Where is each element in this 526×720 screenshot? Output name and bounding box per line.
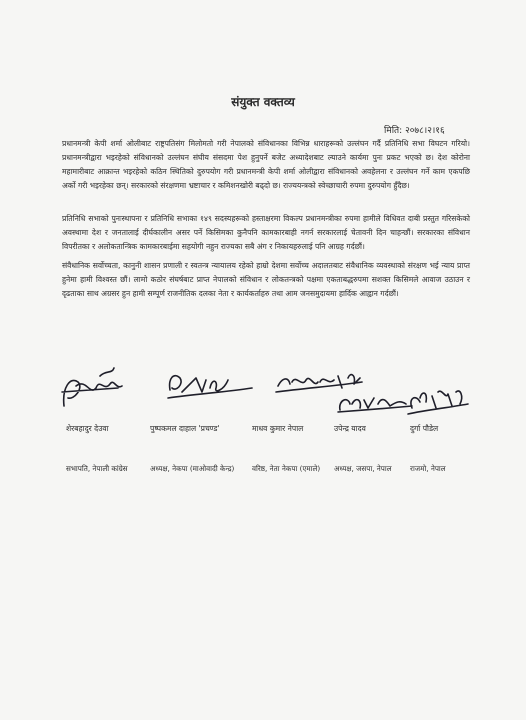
signatory-name-3: माधव कुमार नेपाल	[252, 424, 304, 433]
signature-deuba	[62, 368, 122, 406]
signatory-role-3: वरिष्ठ, नेता नेकपा (एमाले)	[252, 464, 321, 473]
signature-upendra-yadav	[338, 398, 412, 412]
signatory-role-1: सभापति, नेपाली कांग्रेस	[66, 464, 128, 473]
signatory-role-2: अध्यक्ष, नेकपा (माओवादी केन्द्र)	[150, 464, 235, 473]
handwritten-signatures	[56, 348, 476, 418]
paragraph-2: प्रतिनिधि सभाको पुनःस्थापना र प्रतिनिधि सभाका १४९ सदस्यहरूको हस्ताक्षरमा विकल्प प्रधानमन्त्रीका रुपमा हामीले विधिवत दाबी प्रस्तुत गरिसकेको अवस्थामा देश र जनतालाई दीर्घकालीन असर पर्ने किसिमका कुनैपनि कामकारबाही नगर्न सरकारलाई चेतावनी दिन चाहन्छौं। सरकारका संविधान विपरीतका र अलोकतान्त्रिक कामकारबाईमा सहयोगी नहुन राज्यका सबै अंग र निकायहरुलाई पनि आग्रह गर्दछौं।	[62, 214, 470, 251]
signatory-role-5: राजमो, नेपाल	[410, 464, 446, 473]
paragraph-1: प्रधानमन्त्री केपी शर्मा ओलीबाट राष्ट्रपतिसंग मिलोमतो गरी नेपालको संविधानका विभिन्न धाराहरूको उल्लंघन गर्दै प्रतिनिधि सभा विघटन गरियो। प्रधानमन्त्रीद्वारा भइरहेको संविधानको उल्लंघन संघीय संसदमा पेश हुनुपर्ने बजेट अध्यादेशबाट ल्याउने कार्यमा पुनः प्रकट भएको छ। देश कोरोना महामारीबाट आक्रान्त भइरहेको कठिन स्थितिको दुरुपयोग गरी प्रधानमन्त्री केपी शर्मा ओलीद्वारा संविधानको अवहेलना र उल्लंघन गर्ने काम एकपछि अर्को गरी भइरहेका छन्। सरकारको संरक्षणमा भ्रष्टाचार र कमिशनखोरी बढ्दो छ। राज्ययन्त्रको स्वेच्छाचारी रुपमा दुरुपयोग हुँदैछ।	[62, 139, 470, 190]
signature-madhav-nepal	[276, 375, 362, 392]
document-date: मिति: २०७८।२।१६	[384, 126, 445, 136]
paragraph-3: संवैधानिक सर्वोच्चता, कानुनी शासन प्रणाली र स्वतन्त्र न्यायालय रहेको हाम्रो देशमा सर्वोच्च अदालतबाट संवैधानिक व्यवस्थाको संरक्षण भई न्याय प्राप्त हुनेमा हामी विश्वस्त छौं। लामो कठोर संघर्षबाट प्राप्त नेपालको संविधान र लोकतन्त्रको पक्षमा एकताबद्धरुपमा सशक्त किसिमले आवाज उठाउन र दृढताका साथ अग्रसर हुन हामी सम्पूर्ण राजनीतिक दलका नेता र कार्यकर्ताहरु तथा आम जनसमुदायमा हार्दिक आह्वान गर्दछौं।	[62, 261, 470, 298]
document-title: संयुक्त वक्तव्य	[231, 95, 295, 109]
signature-durga-paudel	[408, 391, 468, 414]
signature-prachanda	[168, 376, 252, 398]
signatory-name-4: उपेन्द्र यादव	[334, 424, 366, 433]
signatory-name-5: दुर्गा पौडेल	[410, 424, 439, 433]
signatory-name-1: शेरबहादुर देउवा	[66, 424, 109, 433]
signatory-role-4: अध्यक्ष, जसपा, नेपाल	[334, 464, 392, 473]
signatory-name-2: पुष्पकमल दाहाल 'प्रचण्ड'	[150, 424, 220, 433]
